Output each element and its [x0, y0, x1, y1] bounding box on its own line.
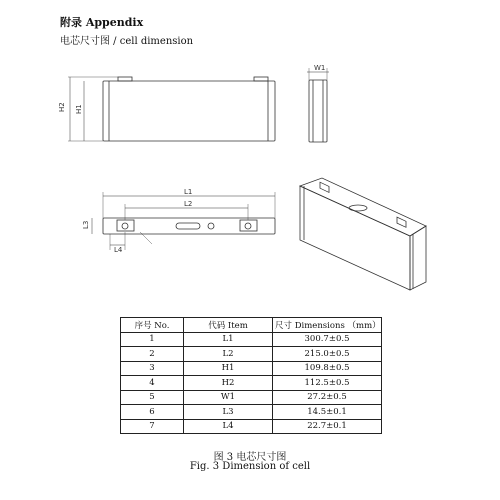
table-row [121, 405, 382, 420]
row-dimension: 14.5±0.1 [273, 405, 382, 420]
table-row [121, 361, 382, 376]
row-dimension: 109.8±0.5 [273, 361, 382, 376]
figure-caption-chinese: 图 3 电芯尺寸图 [213, 452, 287, 463]
column-header-dimensions: 尺寸 Dimensions （mm） [273, 318, 382, 333]
l2-label: L2 [184, 200, 193, 208]
cell-dimension-subheading: 电芯尺寸图 / cell dimension [60, 36, 194, 47]
row-no: 4 [121, 376, 184, 391]
row-dimension: 300.7±0.5 [273, 332, 382, 347]
table-header-row [121, 318, 382, 333]
l1-label: L1 [184, 188, 193, 196]
l3-label: L3 [82, 220, 90, 229]
side-view [307, 68, 329, 142]
row-dimension: 22.7±0.1 [273, 419, 382, 434]
column-header-no: 序号 No. [121, 318, 184, 333]
table-row [121, 376, 382, 391]
row-no: 6 [121, 405, 184, 420]
column-header-item: 代码 Item [184, 318, 273, 333]
row-item: L3 [184, 405, 273, 420]
table-row [121, 390, 382, 405]
appendix-heading: 附录 Appendix [60, 16, 144, 29]
row-item: L2 [184, 347, 273, 362]
row-no: 3 [121, 361, 184, 376]
row-no: 1 [121, 332, 184, 347]
row-item: L1 [184, 332, 273, 347]
row-no: 5 [121, 390, 184, 405]
front-view [68, 77, 275, 141]
row-dimension: 215.0±0.5 [273, 347, 382, 362]
table-row [121, 332, 382, 347]
table-row [121, 347, 382, 362]
row-item: W1 [184, 390, 273, 405]
isometric-view [300, 178, 426, 290]
l4-label: L4 [114, 246, 123, 254]
figure-caption-english: Fig. 3 Dimension of cell [189, 461, 311, 472]
row-dimension: 27.2±0.5 [273, 390, 382, 405]
w1-label: W1 [314, 64, 326, 72]
dimension-table [120, 317, 382, 434]
row-no: 2 [121, 347, 184, 362]
table-row [121, 419, 382, 434]
row-item: H2 [184, 376, 273, 391]
row-dimension: 112.5±0.5 [273, 376, 382, 391]
row-no: 7 [121, 419, 184, 434]
h2-label: H2 [58, 102, 66, 112]
row-item: L4 [184, 419, 273, 434]
row-item: H1 [184, 361, 273, 376]
h1-label: H1 [75, 104, 83, 114]
